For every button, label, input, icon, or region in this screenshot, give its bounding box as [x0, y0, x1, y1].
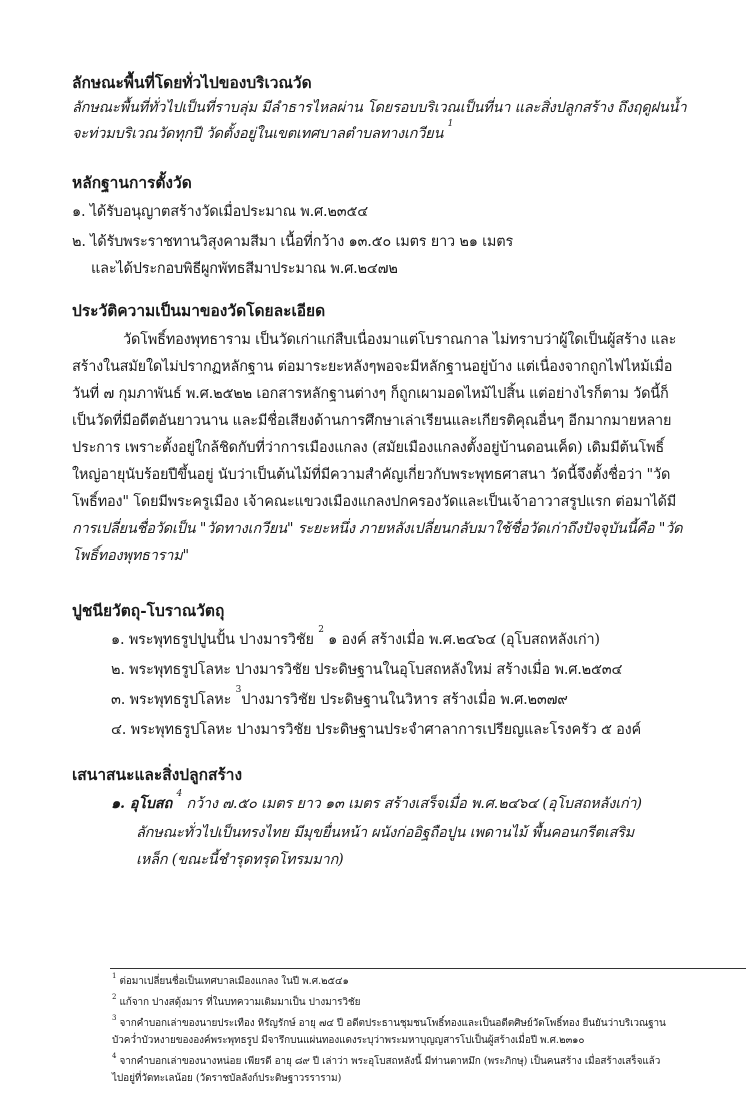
footnote-ref-4: 4 — [176, 789, 182, 799]
antiquities-item-1: ๑. พระพุทธรูปปูนปั้น ปางมารวิชัย $^2$ ๑ องค์ สร้างเมื่อ พ.ศ.๒๔๖๔ (อุโบสถหลังเก่า) — [111, 625, 600, 648]
heading-antiquities: ปูชนียวัตถุ-โบราณวัตถุ — [72, 601, 225, 620]
history-line-3: วันที่ ๗ กุมภาพันธ์ พ.ศ.๒๕๒๒ เอกสารหลักฐานต่างๆ ก็ถูกเผามอดไหม้ไปสิ้น แต่อย่างไรก็ตาม วัดนี้ก็ — [72, 386, 669, 402]
heading-buildings: เสนาสนะและสิ่งปลูกสร้าง — [72, 765, 243, 784]
heading-general-area: ลักษณะพื้นที่โดยทั่วไปของบริเวณวัด — [72, 73, 312, 92]
evidence-item-2-cont: และได้ประกอบพิธีผูกพัทธสีมาประมาณ พ.ศ.๒๔๗๒ — [91, 261, 398, 277]
history-line-4: เป็นวัดที่มีอดีตอันยาวนาน และมีชื่อเสียงด้านการศึกษาเล่าเรียนและเกียรติคุณอื่นๆ อีกมากมายหลาย — [72, 413, 672, 429]
history-line-6: ใหญ่อายุนับร้อยปีขึ้นอยู่ นับว่าเป็นต้นไม้ที่มีความสำคัญเกี่ยวกับพระพุทธศาสนา วัดนี้จึงตั้งชื่อว่า "วัด — [72, 467, 671, 483]
antiquities-item-4: ๔. พระพุทธรูปโลหะ ปางมารวิชัย ประดิษฐานประจำศาลาการเปรียญและโรงครัว ๕ องค์ — [111, 722, 642, 738]
evidence-item-2: ๒. ได้รับพระราชทานวิสุงคามสีมา เนื้อที่กว้าง ๑๓.๕๐ เมตร ยาว ๒๑ เมตร — [72, 234, 514, 250]
history-line-5: ประการ เพราะตั้งอยู่ใกล้ชิดกับที่ว่าการเมืองแกลง (สมัยเมืองแกลงตั้งอยู่บ้านดอนเค็ด) เดิมมีต้นโพธิ์ — [72, 440, 665, 456]
footnote-4: $^4$ จากคำบอกเล่าของนางหน่อย เพียรดี อายุ ๘๙ ปี เล่าว่า พระอุโบสถหลังนี้ มีท่านตาหมึก (พระภิกษุ) เป็นคนสร้าง เมื่อสร้างเสร็จแล้ว — [112, 1052, 661, 1067]
buildings-item-1: ๑. อุโบสถ $^4$ กว้าง ๗.๕๐ เมตร ยาว ๑๓ เมตร สร้างเสร็จเมื่อ พ.ศ.๒๔๖๔ (อุโบสถหลังเก่า) — [111, 789, 642, 812]
buildings-item-1-cont-1: ลักษณะทั่วไปเป็นทรงไทย มีมุขยื่นหน้า ผนังก่ออิฐถือปูน เพดานไม้ พื้นคอนกรีตเสริม — [136, 825, 635, 841]
buildings-item-1-cont-2: เหล็ก (ขณะนี้ชำรุดทรุดโทรมมาก) — [136, 852, 344, 868]
footnote-divider — [110, 968, 746, 969]
footnote-1: $^1$ ต่อมาเปลี่ยนชื่อเป็นเทศบาลเมืองแกลง ในปี พ.ศ.๒๕๔๑ — [112, 972, 349, 987]
footnote-ref-1: 1 — [447, 119, 454, 129]
history-line-9: โพธิ์ทองพุทธาราม" — [72, 548, 190, 564]
footnote-ref-3: 3 — [235, 685, 242, 695]
general-area-line-1: ลักษณะพื้นที่ทั่วไปเป็นที่ราบลุ่ม มีลำธารไหลผ่าน โดยรอบบริเวณเป็นที่นา และสิ่งปลูกสร้าง ถึงฤดูฝนน้ำ — [72, 100, 687, 116]
evidence-item-1: ๑. ได้รับอนุญาตสร้างวัดเมื่อประมาณ พ.ศ.๒๓๕๔ — [72, 204, 369, 220]
antiquities-item-2: ๒. พระพุทธรูปโลหะ ปางมารวิชัย ประดิษฐานในอุโบสถหลังใหม่ สร้างเมื่อ พ.ศ.๒๕๓๔ — [111, 662, 623, 678]
history-line-1: วัดโพธิ์ทองพุทธาราม เป็นวัดเก่าแก่สืบเนื่องมาแต่โบราณกาล ไม่ทราบว่าผู้ใดเป็นผู้สร้าง และ — [123, 332, 677, 348]
footnote-ref-2: 2 — [318, 625, 324, 635]
footnote-3: $^3$ จากคำบอกเล่าของนายประเทือง หิรัญรักษ์ อายุ ๗๔ ปี อดีตประธานชุมชนโพธิ์ทองและเป็นอดีตศิษย์วัดโพธิ์ทอง ยืนยันว่าบริเวณฐาน — [112, 1014, 666, 1029]
antiquities-item-3: ๓. พระพุทธรูปโลหะ $^3$ปางมารวิชัย ประดิษฐานในวิหาร สร้างเมื่อ พ.ศ.๒๓๗๙ — [111, 685, 568, 708]
history-line-2: สร้างในสมัยใดไม่ปรากฏหลักฐาน ต่อมาระยะหลังๆพอจะมีหลักฐานอยู่บ้าง แต่เนื่องจากถูกไฟไหม้เมื่อ — [72, 359, 673, 375]
heading-evidence: หลักฐานการตั้งวัด — [72, 173, 192, 192]
heading-history: ประวัติความเป็นมาของวัดโดยละเอียด — [72, 301, 326, 320]
general-area-line-2: จะท่วมบริเวณวัดทุกปี วัดตั้งอยู่ในเขตเทศบาลตำบลทางเกวียน $^1$ — [72, 119, 454, 142]
history-line-7: โพธิ์ทอง" โดยมีพระครูเมือง เจ้าคณะแขวงเมืองแกลงปกครองวัดและเป็นเจ้าอาวาสรูปแรก ต่อมาได้มี — [72, 494, 677, 510]
footnote-2: $^2$ แก้จาก ปางสดุ้งมาร ที่ในบทความเดิมมาเป็น ปางมารวิชัย — [112, 993, 361, 1008]
footnote-3-cont: บัวคว่ำบัวหงายขององค์พระพุทธรูป มีจารึกบนแผ่นทองแดงระบุว่าพระมหาบุญญสารโปเป็นผู้สร้างเมื่อปี พ.ศ.๒๓๑๐ — [112, 1035, 585, 1046]
history-line-8: การเปลี่ยนชื่อวัดเป็น "วัดทางเกวียน" ระยะหนึ่ง ภายหลังเปลี่ยนกลับมาใช้ชื่อวัดเก่าถึงปัจจุบันนี้คือ "วัด — [72, 521, 683, 537]
footnote-4-cont: ไปอยู่ที่วัดทะเลน้อย (วัดราชบัลลังก์ประดิษฐาวรราราม) — [112, 1073, 342, 1084]
